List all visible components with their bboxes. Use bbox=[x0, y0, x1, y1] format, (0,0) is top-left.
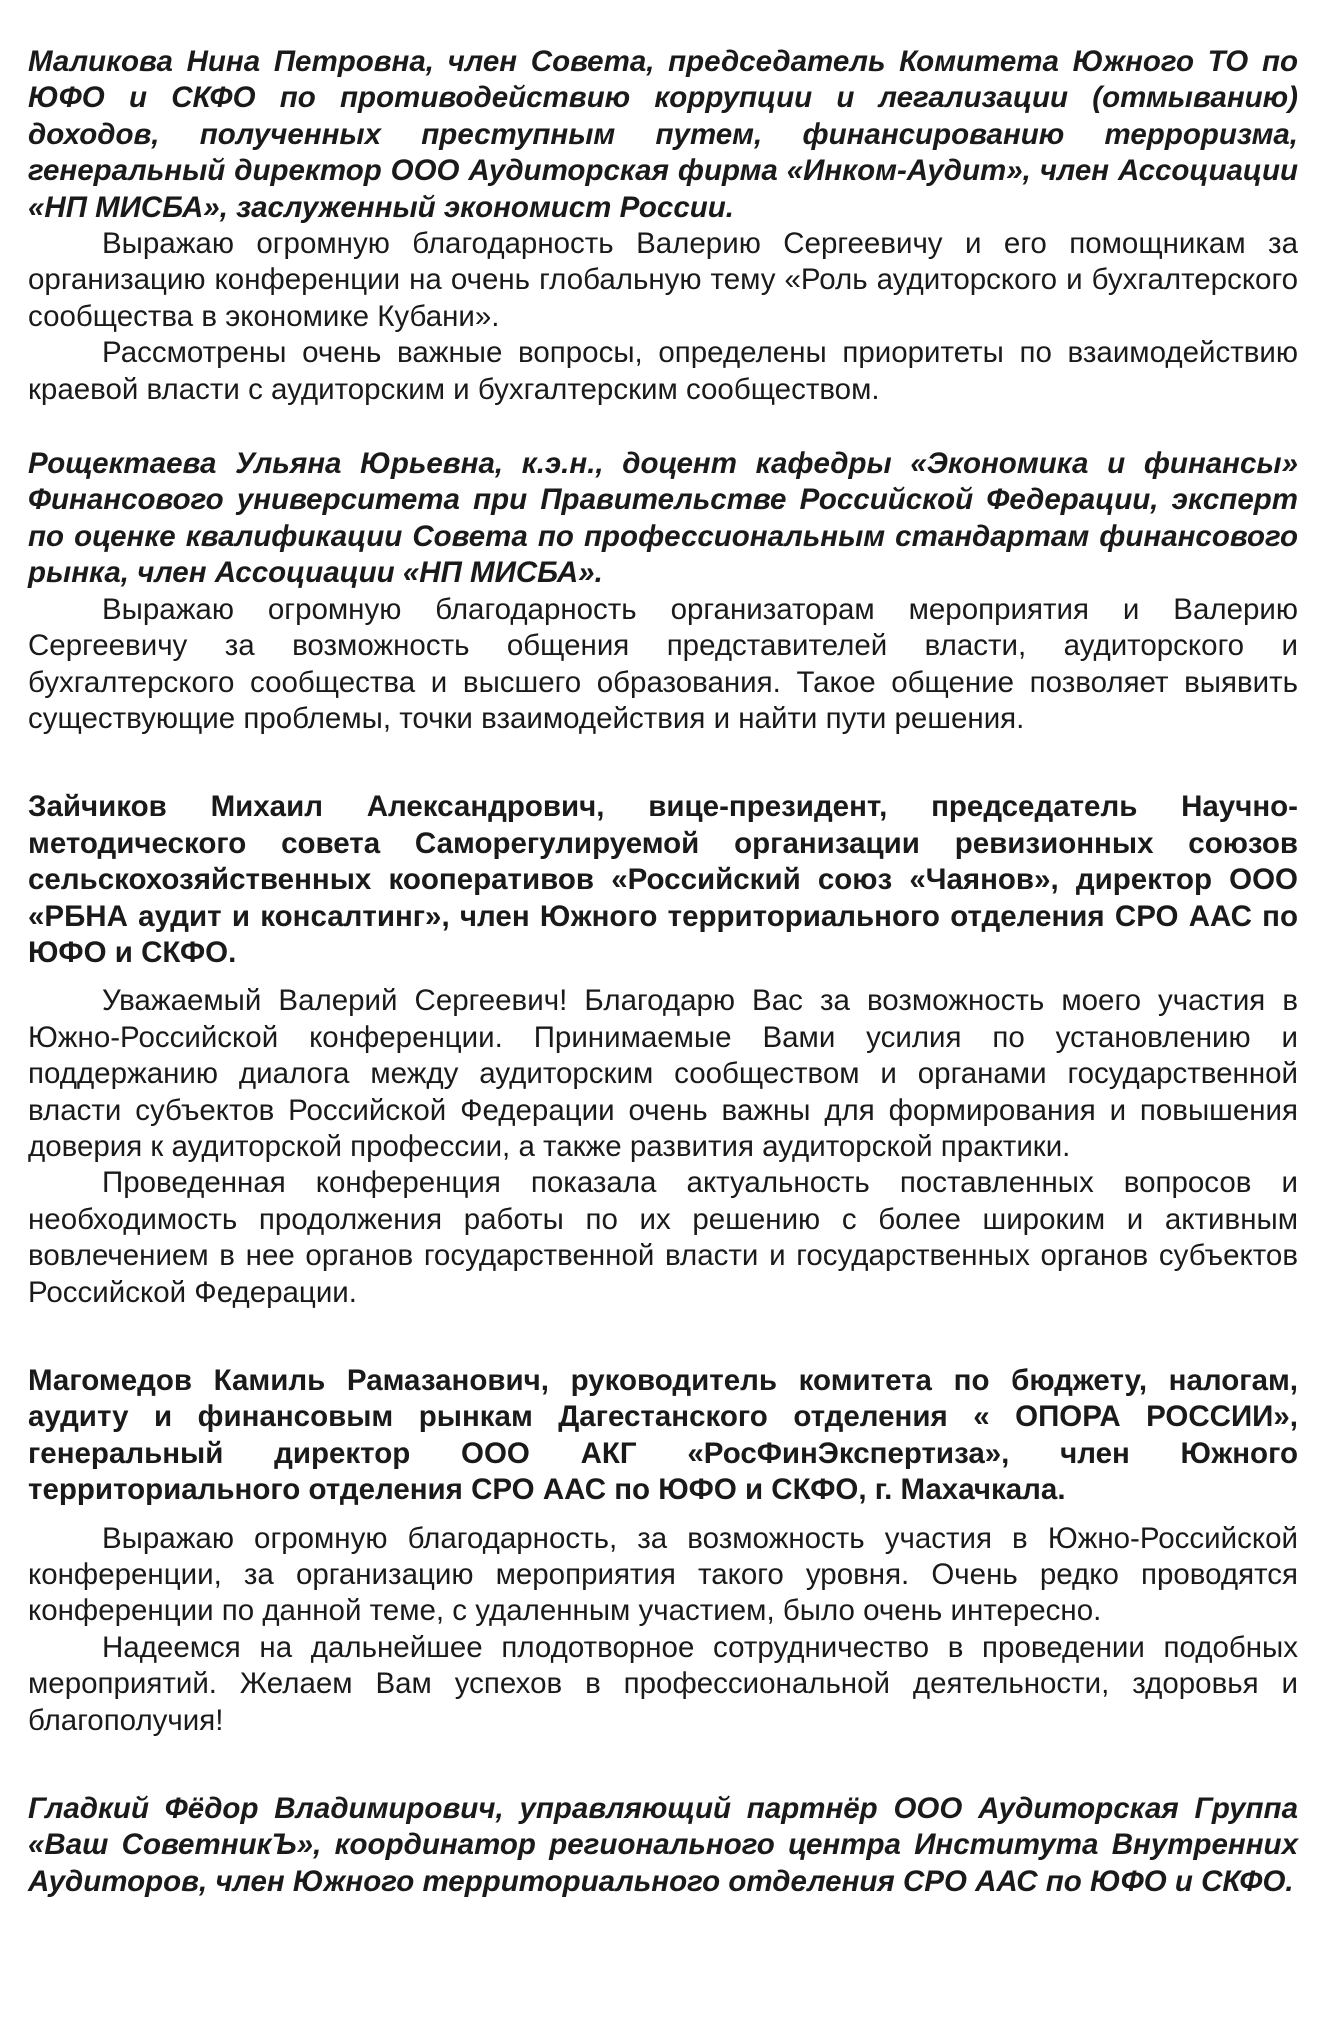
entry-gladkiy bbox=[28, 1791, 1298, 1900]
spacer bbox=[28, 408, 1298, 446]
entry-malikova bbox=[28, 44, 1298, 408]
entry-heading: Гладкий Фёдор Владимирович, управляющий партнёр ООО Аудиторская Группа «Ваш СоветникЪ», координатор регионального центра Института Внутренних Аудиторов, член Южного территориального отделения СРО ААС по ЮФО и СКФО. bbox=[28, 1792, 1298, 1898]
entry-heading: Рощектаева Ульяна Юрьевна, к.э.н., доцент кафедры «Экономика и финансы» Финансового университета при Правительстве Российской Федерации, эксперт по оценке квалификации Совета по профессиональным стандартам финансового рынка, член Ассоциации «НП МИСБА». bbox=[28, 447, 1298, 590]
entry-paragraph: Рассмотрены очень важные вопросы, определены приоритеты по взаимодействию краевой власти с аудиторским и бухгалтерским сообществом. bbox=[28, 336, 1298, 406]
spacer bbox=[28, 1739, 1298, 1791]
entry-paragraph: Выражаю огромную благодарность организаторам мероприятия и Валерию Сергеевичу за возможность общения представителей власти, аудиторского и бухгалтерского сообщества и высшего образования. Такое общение позволяет выявить существующие проблемы, точки взаимодействия и найти пути решения. bbox=[28, 592, 1298, 735]
entry-paragraph: Надеемся на дальнейшее плодотворное сотрудничество в проведении подобных мероприятий. Желаем Вам успехов в профессиональной деятельности, здоровья и благополучия! bbox=[28, 1630, 1298, 1737]
entry-paragraph: Выражаю огромную благодарность Валерию Сергеевичу и его помощникам за организацию конференции на очень глобальную тему «Роль аудиторского и бухгалтерского сообщества в экономике Кубани». bbox=[28, 227, 1298, 333]
entry-zaychikov bbox=[28, 789, 1298, 1311]
entry-paragraph: Уважаемый Валерий Сергеевич! Благодарю Вас за возможность моего участия в Южно-Российской конференции. Принимаемые Вами усилия по установлению и поддержанию диалога между аудиторским сообществом и органами государственной власти субъектов Российской Федерации очень важны для формирования и повышения доверия к аудиторской профессии, а также развития аудиторской практики. bbox=[28, 984, 1298, 1163]
entry-heading: Зайчиков Михаил Александрович, вице-президент, председатель Научно-методического совета Саморегулируемой организации ревизионных союзов сельскохозяйственных кооперативов «Российский союз «Чаянов», директор ООО «РБНА аудит и консалтинг», член Южного территориального отделения СРО ААС по ЮФО и СКФО. bbox=[28, 790, 1298, 969]
spacer bbox=[28, 1311, 1298, 1363]
entry-heading: Маликова Нина Петровна, член Совета, председатель Комитета Южного ТО по ЮФО и СКФО по противодействию коррупции и легализации (отмыванию) доходов, полученных преступным путем, финансированию терроризма, генеральный директор ООО Аудиторская фирма «Инком-Аудит», член Ассоциации «НП МИСБА», заслуженный экономист России. bbox=[28, 45, 1298, 224]
entry-paragraph: Проведенная конференция показала актуальность поставленных вопросов и необходимость продолжения работы по их решению с более широким и активным вовлечением в нее органов государственной власти и государственных органов субъектов Российской Федерации. bbox=[28, 1166, 1298, 1309]
entry-paragraph: Выражаю огромную благодарность, за возможность участия в Южно-Российской конференции, за организацию мероприятия такого уровня. Очень редко проводятся конференции по данной теме, с удаленным участием, было очень интересно. bbox=[28, 1521, 1298, 1628]
document-page bbox=[28, 44, 1298, 1900]
entry-heading: Магомедов Камиль Рамазанович, руководитель комитета по бюджету, налогам, аудиту и финансовым рынкам Дагестанского отделения « ОПОРА РОССИИ», генеральный директор ООО АКГ «РосФинЭкспертиза», член Южного территориального отделения СРО ААС по ЮФО и СКФО, г. Махачкала. bbox=[28, 1364, 1298, 1507]
entry-roshchektaeva bbox=[28, 446, 1298, 737]
entry-magomedov bbox=[28, 1363, 1298, 1739]
spacer bbox=[28, 737, 1298, 789]
